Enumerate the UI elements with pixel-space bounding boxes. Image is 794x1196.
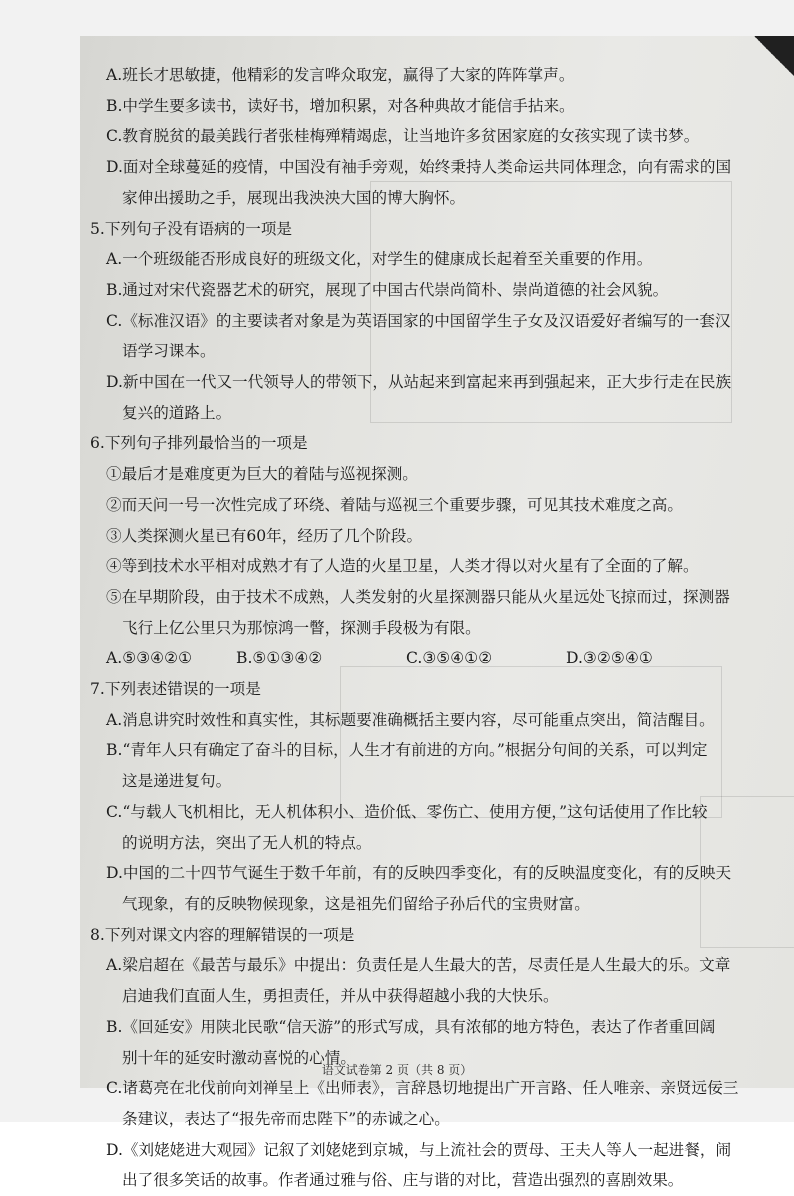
choice-c: C.③⑤④①② [406,649,493,668]
sentence-2: ②而天问一号一次性完成了环绕、着陆与巡视三个重要步骤，可见其技术难度之高。 [106,495,683,514]
question-6-choices [90,643,778,674]
sentence-3: ③人类探测火星已有60年，经历了几个阶段。 [106,526,423,545]
option-d: D.中国的二十四节气诞生于数千年前，有的反映四季变化，有的反映温度变化，有的反映天 [106,864,732,883]
option-a-cont: 启迪我们直面人生，勇担责任，并从中获得超越小我的大快乐。 [122,987,559,1006]
question-7-stem: 7.下列表述错误的一项是 [90,680,261,699]
option-d-cont: 气现象，有的反映物候现象，这是祖先们留给子孙后代的宝贵财富。 [122,894,590,913]
sentence-5: ⑤在早期阶段，由于技术不成熟，人类发射的火星探测器只能从火星远处飞掠而过，探测器 [106,587,730,606]
option-a: A.班长才思敏捷，他精彩的发言哗众取宠，赢得了大家的阵阵掌声。 [106,66,575,84]
choice-d: D.③②⑤④① [566,649,653,668]
option-d-cont: 出了很多笑话的故事。作者通过雅与俗、庄与谐的对比，营造出强烈的喜剧效果。 [122,1171,684,1190]
option-c: C.“与载人飞机相比，无人机体积小、造价低、零伤亡、使用方便，”这句话使用了作比较 [106,802,708,821]
option-b: B.“青年人只有确定了奋斗的目标，人生才有前进的方向。”根据分句间的关系，可以判定 [106,741,708,760]
question-6-stem: 6.下列句子排列最恰当的一项是 [90,434,308,453]
option-b-cont: 别十年的延安时激动喜悦的心情。 [122,1048,356,1067]
page-footer: 语文试卷第 2 页（共 8 页） [321,1063,473,1077]
exam-content [90,60,778,1196]
option-b: B.《回延安》用陕北民歌“信天游”的形式写成，具有浓郁的地方特色，表达了作者重回阔 [106,1017,716,1036]
option-d: D.新中国在一代又一代领导人的带领下，从站起来到富起来再到强起来，正大步行走在民族 [106,373,732,392]
question-5 [90,214,778,429]
sentence-1: ①最后才是难度更为巨大的着陆与巡视探测。 [106,465,418,484]
choice-a: A.⑤③④②① [106,649,193,668]
sentence-4: ④等到技术水平相对成熟才有了人造的火星卫星，人类才得以对火星有了全面的了解。 [106,557,699,576]
question-5-stem: 5.下列句子没有语病的一项是 [90,219,293,238]
option-c: C.教育脱贫的最美践行者张桂梅殚精竭虑，让当地许多贫困家庭的女孩实现了读书梦。 [106,127,700,146]
option-c-cont: 条建议，表达了“报先帝而忠陛下”的赤诚之心。 [122,1109,450,1128]
option-c-cont: 的说明方法，突出了无人机的特点。 [122,833,372,852]
question-4-options [106,60,778,214]
option-b: B.通过对宋代瓷器艺术的研究，展现了中国古代崇尚简朴、崇尚道德的社会风貌。 [106,280,669,299]
question-8-stem: 8.下列对课文内容的理解错误的一项是 [90,925,355,944]
option-a: A.梁启超在《最苦与最乐》中提出：负责任是人生最大的苦，尽责任是人生最大的乐。文章 [106,956,731,975]
option-d: D.《刘姥姥进大观园》记叙了刘姥姥到京城，与上流社会的贾母、王夫人等人一起进餐，闹 [106,1140,732,1159]
question-7 [90,674,778,920]
option-c-cont: 语学习课本。 [122,342,216,361]
option-d-cont: 复兴的道路上。 [122,403,232,422]
option-c: C.诸葛亮在北伐前向刘禅呈上《出师表》，言辞恳切地提出广开言路、任人唯亲、亲贤远佞三 [106,1079,739,1098]
option-d-cont: 家伸出援助之手，展现出我泱泱大国的博大胸怀。 [122,188,466,207]
option-d: D.面对全球蔓延的疫情，中国没有袖手旁观，始终秉持人类命运共同体理念，向有需求的国 [106,158,732,177]
option-c: C.《标准汉语》的主要读者对象是为英语国家的中国留学生子女及汉语爱好者编写的一套汉 [106,311,731,330]
option-a: A.消息讲究时效性和真实性，其标题要准确概括主要内容，尽可能重点突出，简洁醒目。 [106,710,715,729]
sentence-5-cont: 飞行上亿公里只为那惊鸿一瞥，探测手段极为有限。 [122,618,481,637]
choice-b: B.⑤①③④② [236,649,323,668]
option-a: A.一个班级能否形成良好的班级文化，对学生的健康成长起着至关重要的作用。 [106,250,653,269]
option-b: B.中学生要多读书，读好书，增加积累，对各种典故才能信手拈来。 [106,96,575,115]
option-b-cont: 这是递进复句。 [122,772,232,791]
question-8 [90,920,778,1196]
question-6 [90,428,778,674]
